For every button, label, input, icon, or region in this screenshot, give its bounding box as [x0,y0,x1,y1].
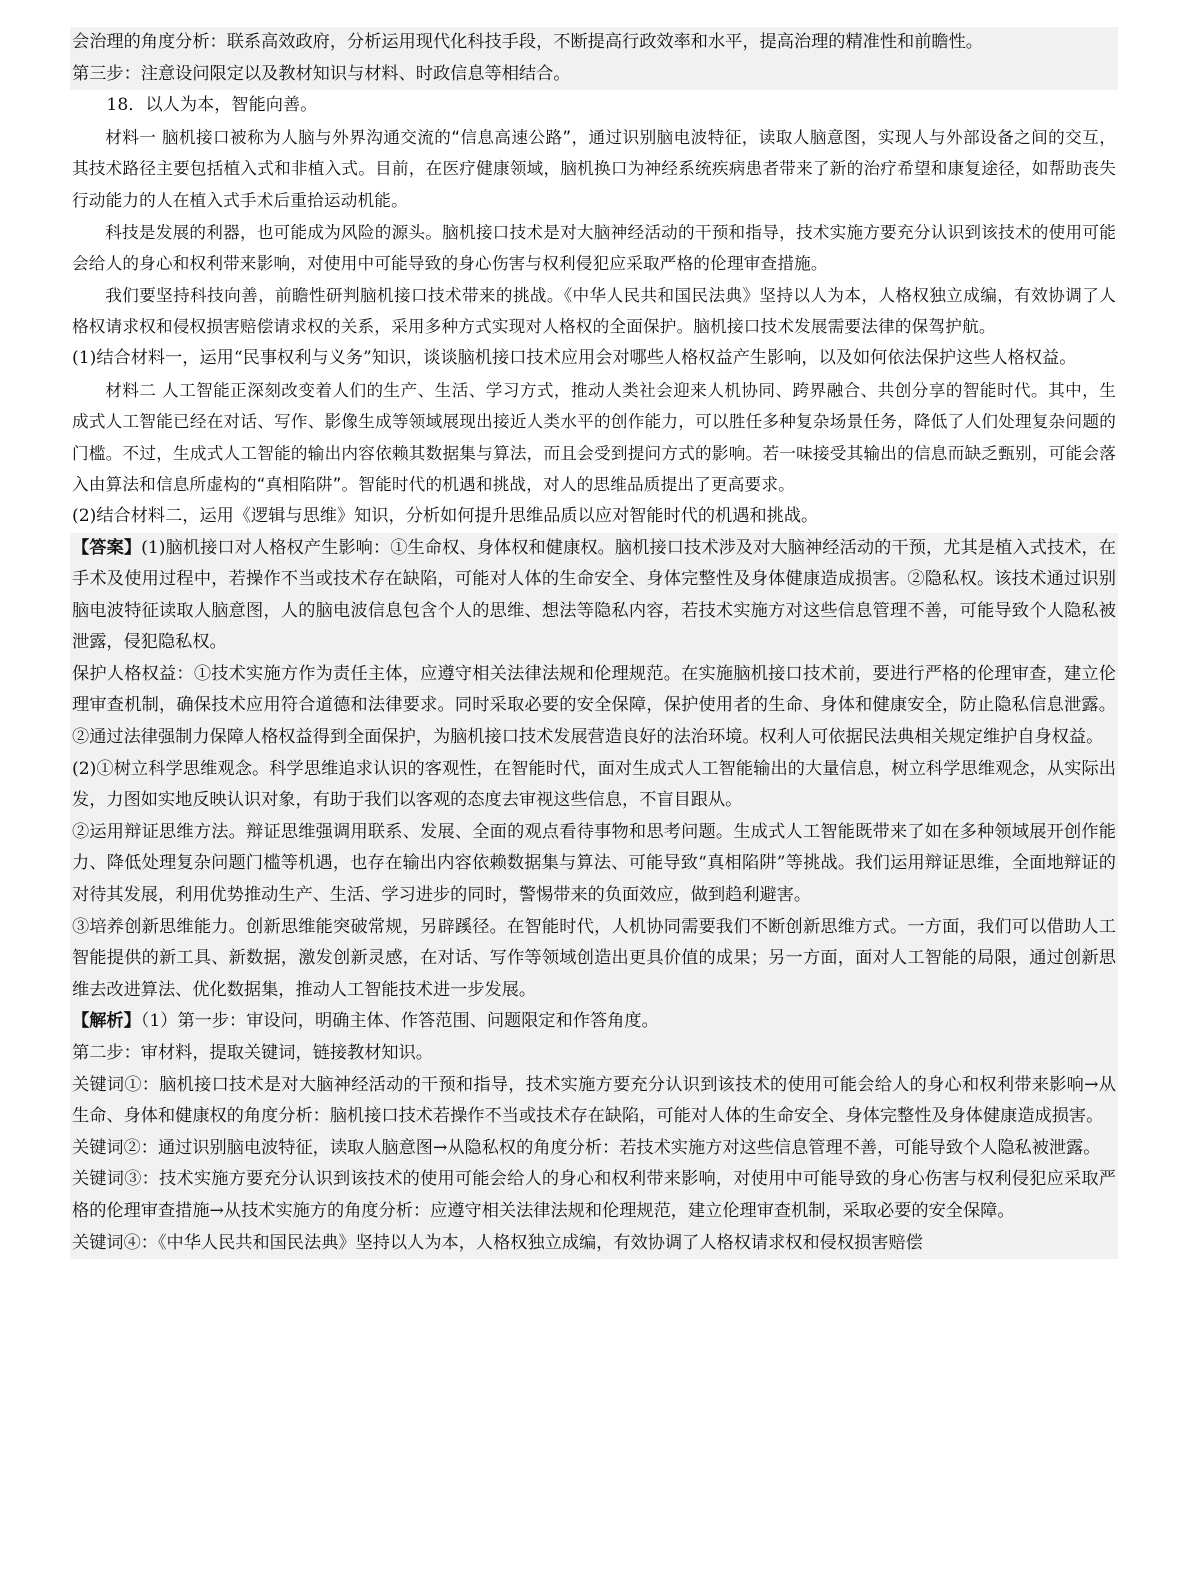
answer-part-1-protect: 保护人格权益：①技术实施方作为责任主体，应遵守相关法律法规和伦理规范。在实施脑机接口技术前，要进行严格的伦理审查，建立伦理审查机制，确保技术应用符合道德和法律要求。同时采取必要的安全保障，保护使用者的生命、身体和健康安全，防止隐私信息泄露。②通过法律强制力保障人格权益得到全面保护，为脑机接口技术发展营造良好的法治环境。权利人可依据民法典相关规定维护自身权益。 [72,663,1116,748]
answer-part-2-point-1: (2)①树立科学思维观念。科学思维追求认识的客观性，在智能时代，面对生成式人工智能输出的大量信息，树立科学思维观念，从实际出发，力图如实地反映认识对象，有助于我们以客观的态度去审视这些信息，不盲目跟从。 [72,758,1116,811]
answer-analysis-block [70,533,1118,1260]
question-block [70,90,1118,532]
keyword-4: 关键词④：《中华人民共和国民法典》坚持以人为本，人格权独立成编，有效协调了人格权请求权和侵权损害赔偿 [72,1232,923,1253]
analysis-tag: 【解析】 [72,1011,141,1032]
analysis-step-1 [72,1006,1116,1038]
answer-part-2-point-2: ②运用辩证思维方法。辩证思维强调用联系、发展、全面的观点看待事物和思考问题。生成式人工智能既带来了如在多种领域展开创作能力、降低处理复杂问题门槛等机遇，也存在输出内容依赖数据集与算法、可能导致“真相陷阱”等挑战。我们运用辩证思维，全面地辩证的对待其发展，利用优势推动生产、生活、学习进步的同时，警惕带来的负面效应，做到趋利避害。 [72,821,1116,906]
analysis-step-1-text: （1）第一步：审设问，明确主体、作答范围、问题限定和作答角度。 [140,1011,659,1032]
keyword-3: 关键词③：技术实施方要充分认识到该技术的使用可能会给人的身心和权利带来影响，对使用中可能导致的身心伤害与权利侵犯应采取严格的伦理审查措施→从技术实施方的角度分析：应遵守相关法律法规和伦理规范，建立伦理审查机制，采取必要的安全保障。 [72,1169,1116,1221]
document-page [70,27,1118,1259]
previous-answer-block [70,27,1118,90]
material-one-paragraph-2: 科技是发展的利器，也可能成为风险的源头。脑机接口技术是对大脑神经活动的干预和指导，技术实施方要充分认识到该技术的使用可能会给人的身心和权利带来影响，对使用中可能导致的身心伤害与权利侵犯应采取严格的伦理审查措施。 [72,222,1116,274]
answer-part-2-point-3: ③培养创新思维能力。创新思维能突破常规，另辟蹊径。在智能时代，人机协同需要我们不断创新思维方式。一方面，我们可以借助人工智能提供的新工具、新数据，激发创新灵感，在对话、写作等领域创造出更具价值的成果；另一方面，面对人工智能的局限，通过创新思维去改进算法、优化数据集，推动人工智能技术进一步发展。 [72,916,1116,1000]
material-two-paragraph: 材料二 人工智能正深刻改变着人们的生产、生活、学习方式，推动人类社会迎来人机协同、跨界融合、共创分享的智能时代。其中，生成式人工智能已经在对话、写作、影像生成等领域展现出接近人类水平的创作能力，可以胜任多种复杂场景任务，降低了人们处理复杂问题的门槛。不过，生成式人工智能的输出内容依赖其数据集与算法，而且会受到提问方式的影响。若一味接受其输出的信息而缺乏甄别，可能会落入由算法和信息所虚构的“真相陷阱”。智能时代的机遇和挑战，对人的思维品质提出了更高要求。 [72,380,1116,495]
step-three-text: 第三步：注意设问限定以及教材知识与材料、时政信息等相结合。 [72,63,571,84]
material-one-paragraph-3: 我们要坚持科技向善，前瞻性研判脑机接口技术带来的挑战。《中华人民共和国民法典》坚持以人为本，人格权独立成编，有效协调了人格权请求权和侵权损害赔偿请求权的关系，采用多种方式实现对人格权的全面保护。脑机接口技术发展需要法律的保驾护航。 [72,285,1116,337]
material-one-paragraph-1: 材料一 脑机接口被称为人脑与外界沟通交流的“信息高速公路”，通过识别脑电波特征，读取人脑意图，实现人与外部设备之间的交互，其技术路径主要包括植入式和非植入式。目前，在医疗健康领域，脑机换口为神经系统疾病患者带来了新的治疗希望和康复途径，如帮助丧失行动能力的人在植入式手术后重拾运动机能。 [72,127,1116,210]
sub-question-1: (1)结合材料一，运用“民事权利与义务”知识，谈谈脑机接口技术应用会对哪些人格权益产生影响，以及如何依法保护这些人格权益。 [72,347,1077,368]
question-title: 18．以人为本，智能向善。 [106,95,318,116]
keyword-2: 关键词②：通过识别脑电波特征，读取人脑意图→从隐私权的角度分析：若技术实施方对这些信息管理不善，可能导致个人隐私被泄露。 [72,1137,1101,1158]
answer-part-1-impact [72,533,1116,659]
sub-question-2: (2)结合材料二，运用《逻辑与思维》知识，分析如何提升思维品质以应对智能时代的机遇和挑战。 [72,505,819,526]
keyword-1: 关键词①：脑机接口技术是对大脑神经活动的干预和指导，技术实施方要充分认识到该技术的使用可能会给人的身心和权利带来影响→从生命、身体和健康权的角度分析：脑机接口技术若操作不当或技术存在缺陷，可能对人体的生命安全、身体完整性及身体健康造成损害。 [72,1074,1116,1127]
analysis-step-2: 第二步：审材料，提取关键词，链接教材知识。 [72,1043,433,1063]
answer-part-1-impact-text: (1)脑机接口对人格权产生影响：①生命权、身体权和健康权。脑机接口技术涉及对大脑神经活动的干预，尤其是植入式技术，在手术及使用过程中，若操作不当或技术存在缺陷，可能对人体的生命安全、身体完整性及身体健康造成损害。②隐私权。该技术通过识别脑电波特征读取人脑意图，人的脑电波信息包含个人的思维、想法等隐私内容，若技术实施方对这些信息管理不善，可能导致个人隐私被泄露，侵犯隐私权。 [72,537,1116,653]
answer-tag: 【答案】 [72,537,142,558]
previous-answer-text: 会治理的角度分析：联系高效政府，分析运用现代化科技手段，不断提高行政效率和水平，提高治理的精准性和前瞻性。 [72,32,983,52]
